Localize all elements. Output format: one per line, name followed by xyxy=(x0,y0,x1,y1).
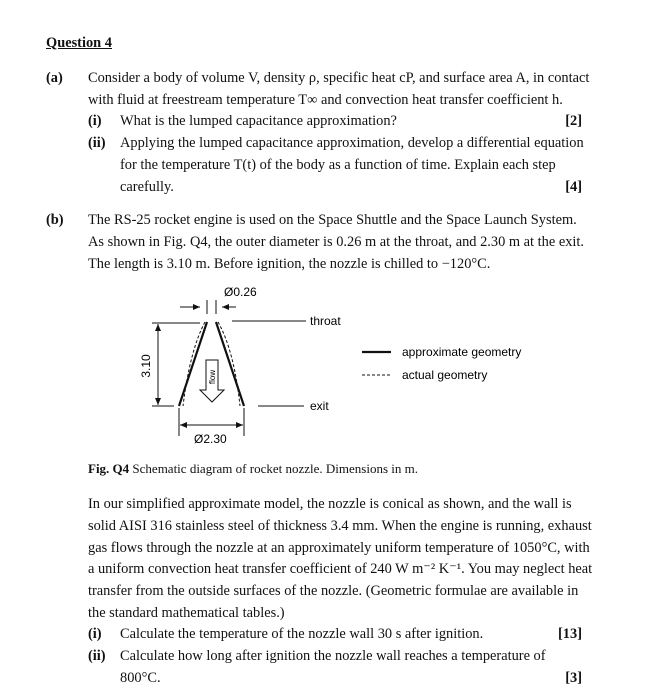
throat-label: throat xyxy=(310,314,341,328)
para2-line2: solid AISI 316 stainless steel of thickness 3.4 mm. When the engine is running, exhaust xyxy=(88,518,592,534)
part-b-line2: As shown in Fig. Q4, the outer diameter is 0.26 m at the throat, and 2.30 m at the exit. xyxy=(88,234,584,250)
part-a-ii-line3: carefully. xyxy=(120,179,174,195)
part-b-ii-line2: 800°C. xyxy=(120,670,161,686)
part-b-ii-label: (ii) xyxy=(88,648,106,664)
part-a-line1: Consider a body of volume V, density ρ, specific heat cP, and surface area A, in contact xyxy=(88,70,590,86)
part-b-ii-marks: [3] xyxy=(565,670,582,686)
part-a-i-text: What is the lumped capacitance approximation? xyxy=(120,113,397,129)
para2-line1: In our simplified approximate model, the nozzle is conical as shown, and the wall is xyxy=(88,496,572,512)
caption-label: Fig. Q4 xyxy=(88,461,130,476)
length-dim-text: 3.10 xyxy=(139,354,153,378)
part-b-label: (b) xyxy=(46,212,64,228)
exit-label: exit xyxy=(310,399,329,413)
part-a-i-marks: [2] xyxy=(565,113,582,129)
throat-dim-text: Ø0.26 xyxy=(224,285,257,299)
para2-line6: the standard mathematical tables.) xyxy=(88,605,285,621)
para2-line4: a uniform convection heat transfer coefficient of 240 W m⁻² K⁻¹. You may neglect heat xyxy=(88,561,593,577)
legend-approx-label: approximate geometry xyxy=(402,345,522,359)
caption-text: Schematic diagram of rocket nozzle. Dimensions in m. xyxy=(129,461,418,476)
part-a-label: (a) xyxy=(46,70,63,86)
throat-dim-arrow-left xyxy=(193,304,200,310)
exit-arrow-left xyxy=(180,422,187,428)
part-a-i-label: (i) xyxy=(88,113,102,129)
figure-caption xyxy=(88,461,418,477)
part-a-ii-label: (ii) xyxy=(88,135,106,151)
para2-line5: transfer from the outside surfaces of the nozzle. (Geometric formulae are available in xyxy=(88,583,579,599)
part-b-i-text: Calculate the temperature of the nozzle wall 30 s after ignition. xyxy=(120,626,484,642)
legend-actual-label: actual geometry xyxy=(402,368,488,382)
length-arrow-bottom xyxy=(155,398,161,405)
part-a-ii-line2: for the temperature T(t) of the body as a function of time. Explain each step xyxy=(120,157,556,173)
part-a-line2: with fluid at freestream temperature T∞ and convection heat transfer coefficient h. xyxy=(88,92,563,108)
length-arrow-top xyxy=(155,324,161,331)
flow-label: flow xyxy=(208,369,217,385)
part-b-line3: The length is 3.10 m. Before ignition, the nozzle is chilled to −120°C. xyxy=(88,256,491,272)
part-a-ii-marks: [4] xyxy=(565,179,582,195)
part-a-ii-line1: Applying the lumped capacitance approximation, develop a differential equation xyxy=(120,135,584,151)
part-b-i-marks: [13] xyxy=(558,626,582,642)
part-b-ii-line1: Calculate how long after ignition the nozzle wall reaches a temperature of xyxy=(120,648,546,664)
question-title: Question 4 xyxy=(46,35,112,51)
para2-line3: gas flows through the nozzle at an approximately uniform temperature of 1050°C, with xyxy=(88,540,590,556)
part-b-i-label: (i) xyxy=(88,626,102,642)
throat-dim-arrow-right xyxy=(222,304,229,310)
exit-arrow-right xyxy=(236,422,243,428)
part-b-line1: The RS-25 rocket engine is used on the Space Shuttle and the Space Launch System. xyxy=(88,212,577,228)
exit-dim-text: Ø2.30 xyxy=(194,432,227,446)
